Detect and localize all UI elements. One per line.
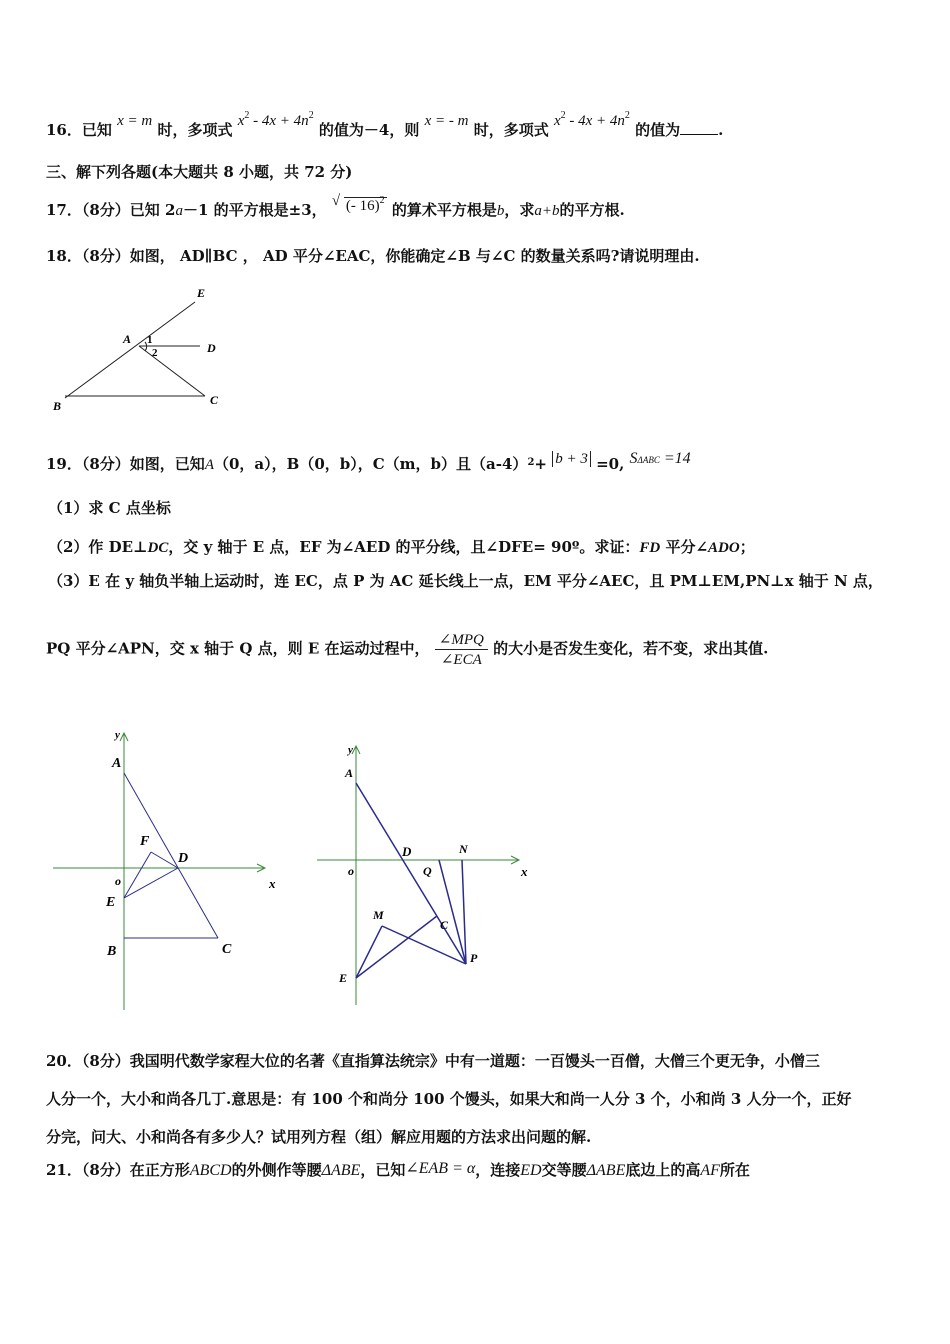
figure-19-left — [45, 725, 295, 1015]
label-E: E — [339, 971, 348, 985]
polynomial-2: $x^2 - 4x + 4n^2$ — [553, 110, 630, 129]
label-x: x — [521, 864, 528, 879]
label-P: P — [470, 951, 478, 965]
q19-part-3: （3）E 在 y 轴负半轴上运动时，连 EC，点 P 为 AC 延长线上一点，EM 平分∠AEC，且 PM⊥EM,PN⊥x 轴于 N 点， — [48, 572, 883, 590]
label-D: D — [207, 341, 216, 355]
label-D: D — [402, 844, 412, 859]
ray-AE — [65, 302, 195, 398]
segment-EF — [124, 852, 151, 898]
segment-AC — [124, 773, 218, 938]
label-C: C — [210, 393, 219, 407]
label-y: y — [348, 744, 353, 756]
polynomial-1: $x^2 - 4x + 4n^2$ — [237, 110, 314, 129]
line-AC — [139, 346, 205, 396]
section-heading: 三、解下列各题(本大题共 8 小题，共 72 分) — [46, 163, 353, 181]
label-D: D — [178, 851, 189, 866]
label-A: A — [112, 756, 122, 771]
q19-part-1: （1）求 C 点坐标 — [48, 499, 171, 517]
question-16: 16．已知 x = m 时，多项式 $x^2 - 4x + 4n^2$ 的值为－4，则 x = - m 时，多项式 $x^2 - 4x + 4n^2$ 的值为 . — [46, 110, 724, 139]
segment-EM — [356, 926, 382, 978]
question-18: 18．（8分）如图， AD∥BC ， AD 平分∠EAC，你能确定∠B 与∠C 的数量关系吗?请说明理由. — [46, 247, 700, 265]
label-O: o — [115, 874, 121, 888]
question-20-line-3: 分完，问大、小和尚各有多少人？试用列方程（组）解应用题的方法求出问题的解. — [46, 1128, 592, 1146]
condition-x-eq-m: x = m — [117, 113, 153, 129]
q19-part-2: （2）作 DE⊥DC，交 y 轴于 E 点，EF 为∠AED 的平分线，且∠DFE= 90º。求证：FD 平分∠ADO； — [48, 538, 755, 556]
absolute-value: b + 3 — [552, 451, 591, 467]
question-20-line-1: 20．（8分）我国明代数学家程大位的名著《直指算法统宗》中有一道题：一百馒头一百僧，大僧三个更无争，小僧三 — [46, 1052, 820, 1070]
label-B: B — [107, 944, 117, 959]
label-B: B — [53, 399, 62, 413]
label-F: F — [140, 834, 150, 849]
question-17: 17．（8分）已知 2a－1 的平方根是±3， √ (- 16)$^2$ 的算术平方根是b，求a+b的平方根. — [46, 193, 625, 219]
figure-19-right — [315, 740, 545, 1010]
sqrt-expression: √ (- 16)$^2$ — [331, 193, 385, 214]
figure-18 — [40, 280, 240, 420]
question-21: 21．（8分）在正方形ABCD的外侧作等腰ΔABE，已知∠EAB = α，连接ED交等腰ΔABE底边上的高AF所在 — [46, 1160, 750, 1179]
area-expression: SΔABC =14 — [629, 450, 691, 467]
label-A: A — [123, 332, 132, 346]
label-x: x — [269, 876, 276, 891]
label-O: o — [348, 864, 354, 878]
condition-x-eq-neg-m: x = - m — [424, 113, 469, 129]
label-y: y — [115, 729, 120, 741]
label-Q: Q — [423, 864, 432, 878]
question-19: 19．（8分）如图，已知A（0，a），B（0，b），C（m，b）且$(a-4)^2+ b + 3 =0$, SΔABC =14 — [46, 450, 691, 473]
segment-ED — [124, 868, 178, 898]
label-2: 2 — [152, 347, 158, 359]
segment-MP — [382, 926, 466, 964]
segment-AP — [356, 783, 466, 964]
label-N: N — [459, 842, 468, 856]
label-C: C — [440, 918, 449, 932]
label-E: E — [106, 895, 116, 910]
answer-blank — [680, 122, 718, 135]
label-A: A — [345, 766, 354, 780]
question-20-line-2: 人分一个，大小和尚各几丁.意思是：有 100 个和尚分 100 个馒头，如果大和尚一人分 3 个，小和尚 3 人分一个，正好 — [46, 1090, 852, 1108]
segment-EC — [356, 916, 437, 978]
angle-fraction: $\frac{\text{∠MPQ}}{\text{∠ECA}}$ — [435, 630, 488, 669]
label-M: M — [373, 908, 384, 922]
q19-part-3-cont: PQ 平分∠APN，交 x 轴于 Q 点，则 E 在运动过程中， $\frac{\text{∠MPQ}}{\text{∠ECA}}$ 的大小是否发生变化，若不变，求出其值. — [46, 632, 769, 668]
label-E: E — [197, 286, 206, 300]
label-C: C — [222, 942, 232, 957]
label-1: 1 — [147, 334, 153, 346]
